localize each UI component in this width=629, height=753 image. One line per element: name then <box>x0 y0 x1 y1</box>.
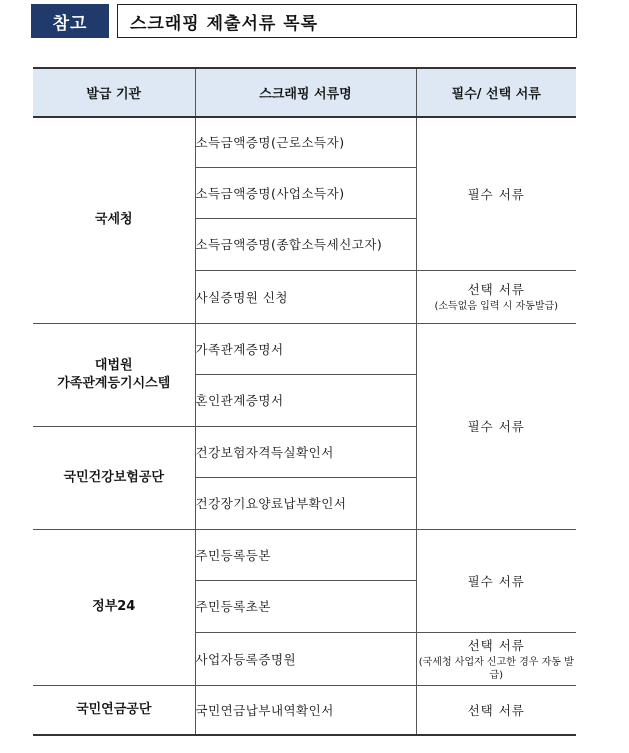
document-name: 건강장기요양료납부확인서 <box>195 477 416 529</box>
document-table <box>33 67 576 736</box>
title-row <box>31 4 577 38</box>
requirement-note: (소득없음 입력 시 자동발급) <box>434 301 559 312</box>
issuer-line: 대법원 <box>94 357 133 373</box>
document-name: 소득금액증명(사업소득자) <box>195 167 416 218</box>
issuer-nps: 국민연금공단 <box>33 685 195 735</box>
requirement-cell <box>416 270 576 323</box>
requirement-label: 필수 서류 <box>467 573 525 589</box>
requirement-label: 선택 서류 <box>467 702 525 718</box>
requirement-label: 필수 서류 <box>467 419 525 434</box>
column-header-issuer: 발급 기관 <box>33 68 195 117</box>
column-header-requirement: 필수/ 선택 서류 <box>416 68 576 117</box>
issuer-nts: 국세청 <box>33 117 195 323</box>
issuer-gov24: 정부24 <box>33 529 195 685</box>
requirement-cell <box>416 117 576 270</box>
page-title: 스크래핑 제출서류 목록 <box>117 4 577 38</box>
table-row <box>33 685 576 735</box>
requirement-label: 선택 서류 <box>467 637 525 653</box>
column-header-document: 스크래핑 서류명 <box>195 68 416 117</box>
table-header-row <box>33 68 576 117</box>
document-name: 주민등록초본 <box>195 580 416 632</box>
table-row <box>33 529 576 580</box>
document-name: 건강보험자격득실확인서 <box>195 426 416 477</box>
requirement-cell <box>416 632 576 685</box>
issuer-court <box>33 323 195 426</box>
requirement-cell <box>416 529 576 632</box>
issuer-line: 가족관계등기시스템 <box>57 375 171 391</box>
table-row <box>33 117 576 167</box>
requirement-note: (국세청 사업자 신고한 경우 자동 발급) <box>418 656 574 681</box>
table-row <box>33 323 576 374</box>
requirement-label: 필수 서류 <box>467 186 525 202</box>
document-name: 국민연금납부내역확인서 <box>195 685 416 735</box>
reference-badge: 참고 <box>31 4 109 38</box>
document-name: 주민등록등본 <box>195 529 416 580</box>
document-name: 소득금액증명(근로소득자) <box>195 117 416 167</box>
document-name: 사업자등록증명원 <box>195 632 416 685</box>
requirement-cell <box>416 685 576 735</box>
document-name: 소득금액증명(종합소득세신고자) <box>195 218 416 270</box>
requirement-cell <box>416 323 576 529</box>
issuer-nhis: 국민건강보험공단 <box>33 426 195 529</box>
document-name: 사실증명원 신청 <box>195 270 416 323</box>
requirement-label: 선택 서류 <box>467 282 525 297</box>
document-name: 혼인관계증명서 <box>195 374 416 426</box>
document-name: 가족관계증명서 <box>195 323 416 374</box>
